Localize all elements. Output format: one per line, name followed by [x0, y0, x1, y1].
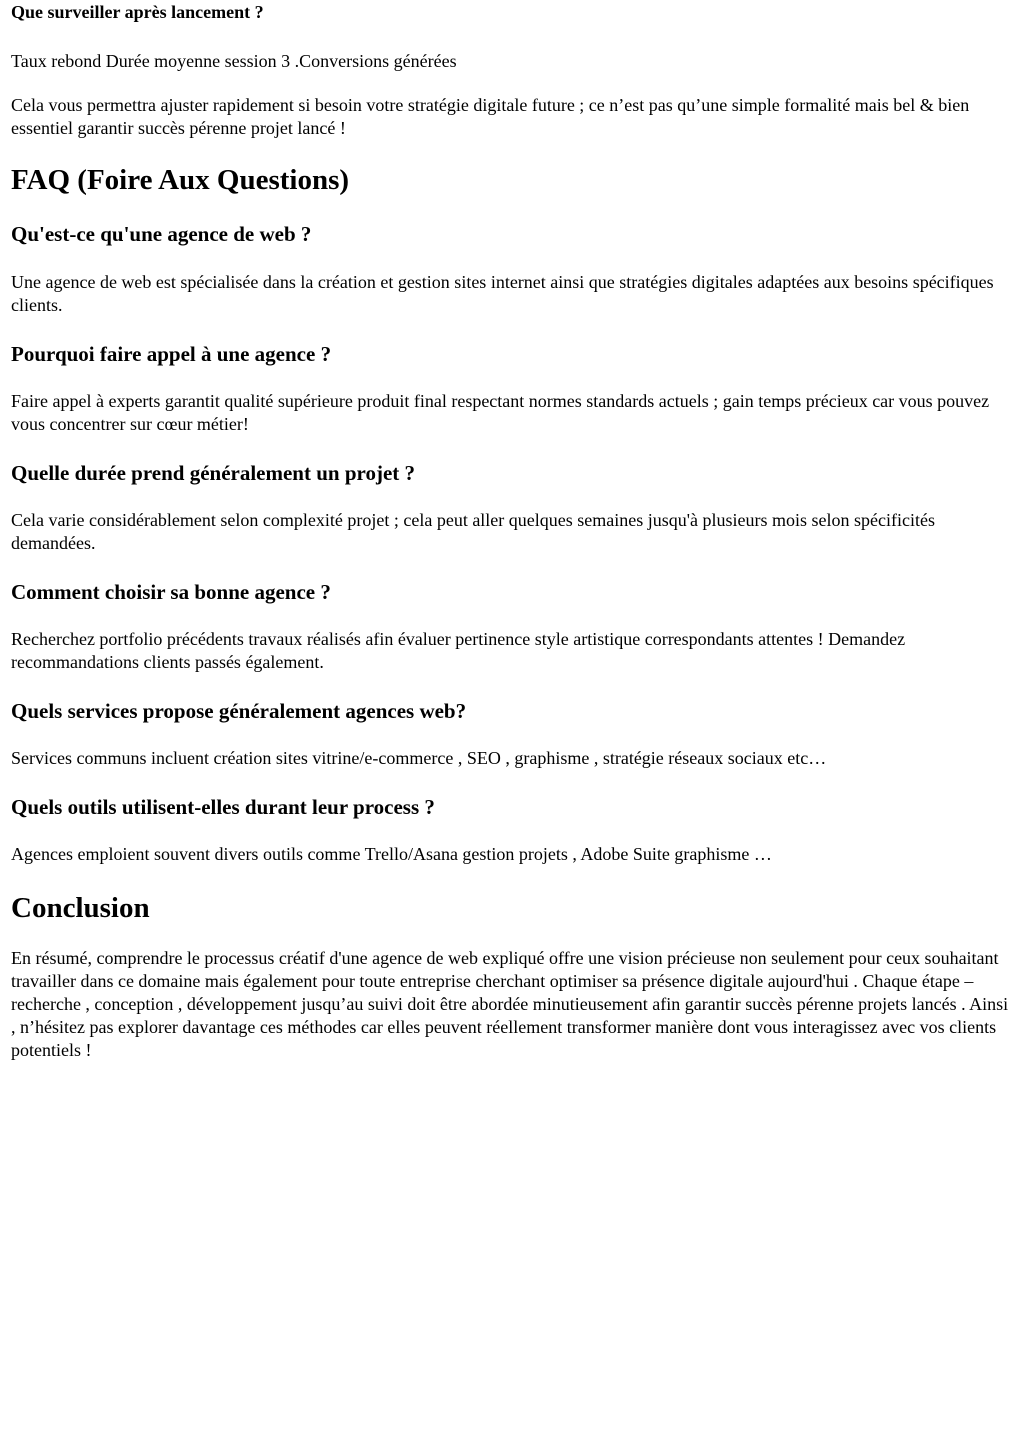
monitoring-metrics-text: Taux rebond Durée moyenne session 3 .Conversions générées — [11, 51, 457, 71]
faq-answer-5: Services communs incluent création sites vitrine/e-commerce , SEO , graphisme , stratégie réseaux sociaux etc… — [11, 748, 827, 768]
faq-answer-6: Agences emploient souvent divers outils comme Trello/Asana gestion projets , Adobe Suite graphisme … — [11, 844, 772, 864]
conclusion-text: En résumé, comprendre le processus créatif d'une agence de web expliqué offre une vision précieuse non seulement pour ceux souhaitant travailler dans ce domaine mais également pour toute entreprise cherchant optimiser sa présence digitale aujourd'hui . Chaque étape – recherche , conception , développement jusqu’au suivi doit être abordée minutieusement afin garantir succès pérenne projets lancés . Ainsi , n’hésitez pas explorer davantage ces méthodes car elles peuvent réellement transformer manière dont vous interagissez avec vos clients potentiels ! — [11, 948, 1009, 1060]
faq-answer-2: Faire appel à experts garantit qualité supérieure produit final respectant normes standards actuels ; gain temps précieux car vous pouvez vous concentrer sur cœur métier! — [11, 391, 990, 434]
faq-answer-4: Recherchez portfolio précédents travaux réalisés afin évaluer pertinence style artistique correspondants attentes ! Demandez recommandations clients passés également. — [11, 629, 906, 672]
faq-answer-3: Cela varie considérablement selon complexité projet ; cela peut aller quelques semaines jusqu'à plusieurs mois selon spécificités demandées. — [11, 510, 935, 553]
faq-answer-1: Une agence de web est spécialisée dans la création et gestion sites internet ainsi que stratégies digitales adaptées aux besoins spécifiques clients. — [11, 272, 994, 315]
conclusion-title: Conclusion — [11, 892, 150, 924]
section-heading-monitoring: Que surveiller après lancement ? — [11, 2, 264, 22]
monitoring-note-text: Cela vous permettra ajuster rapidement si besoin votre stratégie digitale future ; ce n’est pas qu’une simple formalité mais bel & bien essentiel garantir succès pérenne projet lancé ! — [11, 95, 970, 138]
faq-question-1: Qu'est-ce qu'une agence de web ? — [11, 222, 312, 246]
faq-title: FAQ (Foire Aux Questions) — [11, 164, 350, 196]
faq-question-5: Quels services propose généralement agences web? — [11, 699, 467, 723]
faq-question-6: Quels outils utilisent-elles durant leur process ? — [11, 795, 435, 819]
faq-question-3: Quelle durée prend généralement un projet ? — [11, 461, 416, 485]
faq-question-4: Comment choisir sa bonne agence ? — [11, 580, 331, 604]
faq-question-2: Pourquoi faire appel à une agence ? — [11, 342, 332, 366]
